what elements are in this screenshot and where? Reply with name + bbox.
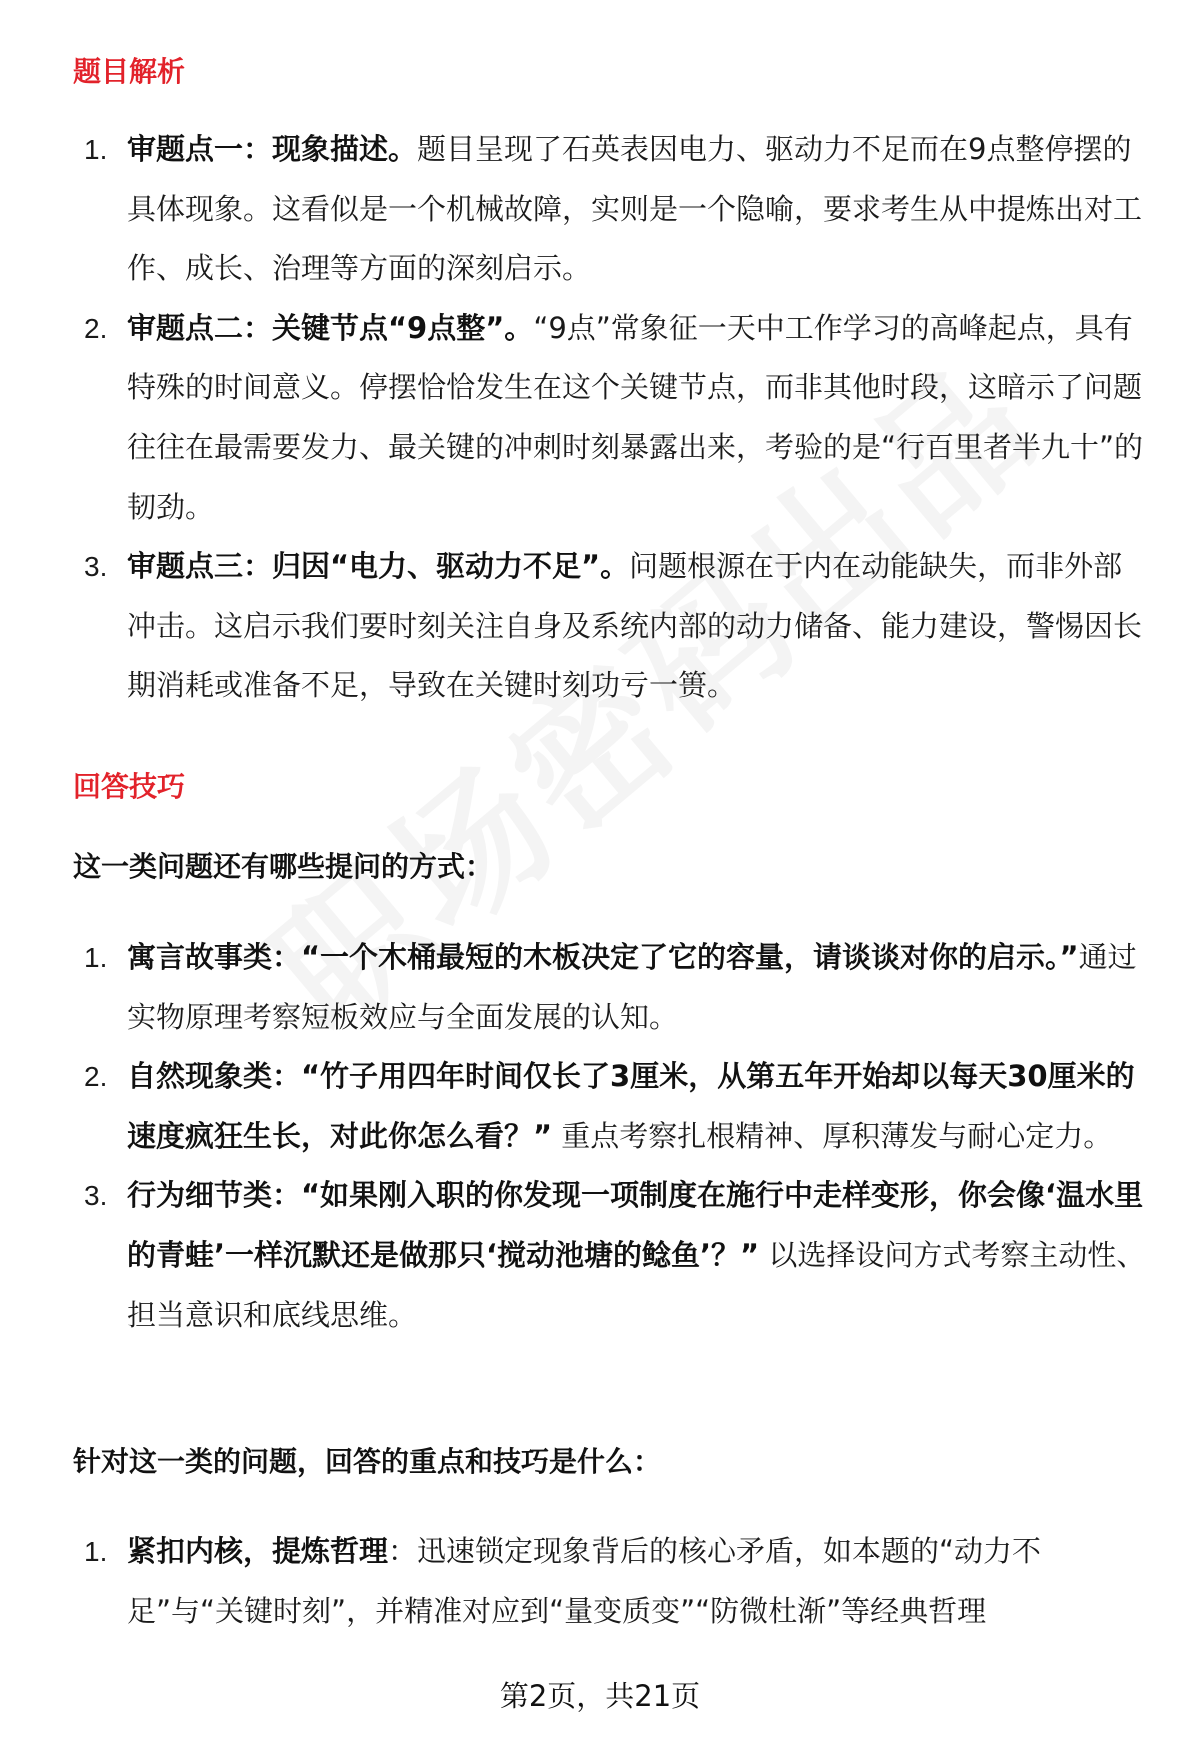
list-number: 1. [84,942,108,973]
subheading-question-types: 这一类问题还有哪些提问的方式： [73,850,494,883]
page-number: 第2页，共21页 [499,1679,701,1713]
list-number: 3. [84,551,108,583]
item-text: 通过实物原理考察短板效应与全面发展的认知。 [127,940,1137,1034]
item-label: 行为细节类：“如果刚入职的你发现一项制度在施行中走样变形，你会像‘温水里的青蛙’一样沉默还是做那只‘搅动池塘的鲶鱼’？” [127,1178,1144,1272]
item-label: 审题点一：现象描述。 [127,132,418,166]
list-number: 1. [84,1536,108,1567]
answer-tips-list [0,1522,1200,1641]
list-number: 2. [84,1061,108,1093]
list-number: 2. [84,312,108,344]
item-label: 紧扣内核，提炼哲理 [127,1534,389,1568]
list-item [0,299,1200,537]
item-text: 题目呈现了石英表因电力、驱动力不足而在9点整停摆的具体现象。这看似是一个机械故障，实则是一个隐喻，要求考生从中提炼出对工作、成长、治理等方面的深刻启示。 [127,132,1143,286]
list-item [0,1047,1200,1166]
item-label: 自然现象类：“竹子用四年时间仅长了3厘米，从第五年开始却以每天30厘米的速度疯狂生长，对此你怎么看？” [127,1059,1135,1153]
question-types-list [0,928,1200,1345]
section-title-analysis: 题目解析 [73,55,186,88]
item-text: 以选择设问方式考察主动性、担当意识和底线思维。 [127,1237,1146,1332]
analysis-list [0,120,1200,716]
item-label: 审题点三：归因“电力、驱动力不足”。 [127,549,630,584]
section-title-tips: 回答技巧 [73,770,186,803]
list-item [0,537,1200,716]
list-item [0,1166,1200,1345]
list-item [0,928,1200,1047]
subheading-answer-tips: 针对这一类的问题，回答的重点和技巧是什么： [73,1445,662,1478]
list-item [0,120,1200,299]
item-text: 重点考察扎根精神、厚积薄发与耐心定力。 [552,1118,1113,1153]
item-text: “9点”常象征一天中工作学习的高峰起点，具有特殊的时间意义。停摆恰恰发生在这个关键节点，而非其他时段，这暗示了问题往往在最需要发力、最关键的冲刺时刻暴露出来，考验的是“行百里者半九十”的韧劲。 [127,310,1144,524]
item-text: 问题根源在于内在动能缺失，而非外部冲击。这启示我们要时刻关注自身及系统内部的动力储备、能力建设，警惕因长期消耗或准备不足，导致在关键时刻功亏一篑。 [127,549,1143,703]
item-label: 审题点二：关键节点“9点整”。 [127,310,534,345]
list-number: 1. [84,134,108,165]
item-text: ：迅速锁定现象背后的核心矛盾，如本题的“动力不足”与“关键时刻”，并精准对应到“量变质变”“防微杜渐”等经典哲理 [127,1534,1042,1628]
item-label: 寓言故事类：“一个木桶最短的木板决定了它的容量，请谈谈对你的启示。” [127,940,1079,974]
list-item [0,1522,1200,1641]
list-number: 3. [84,1180,108,1212]
